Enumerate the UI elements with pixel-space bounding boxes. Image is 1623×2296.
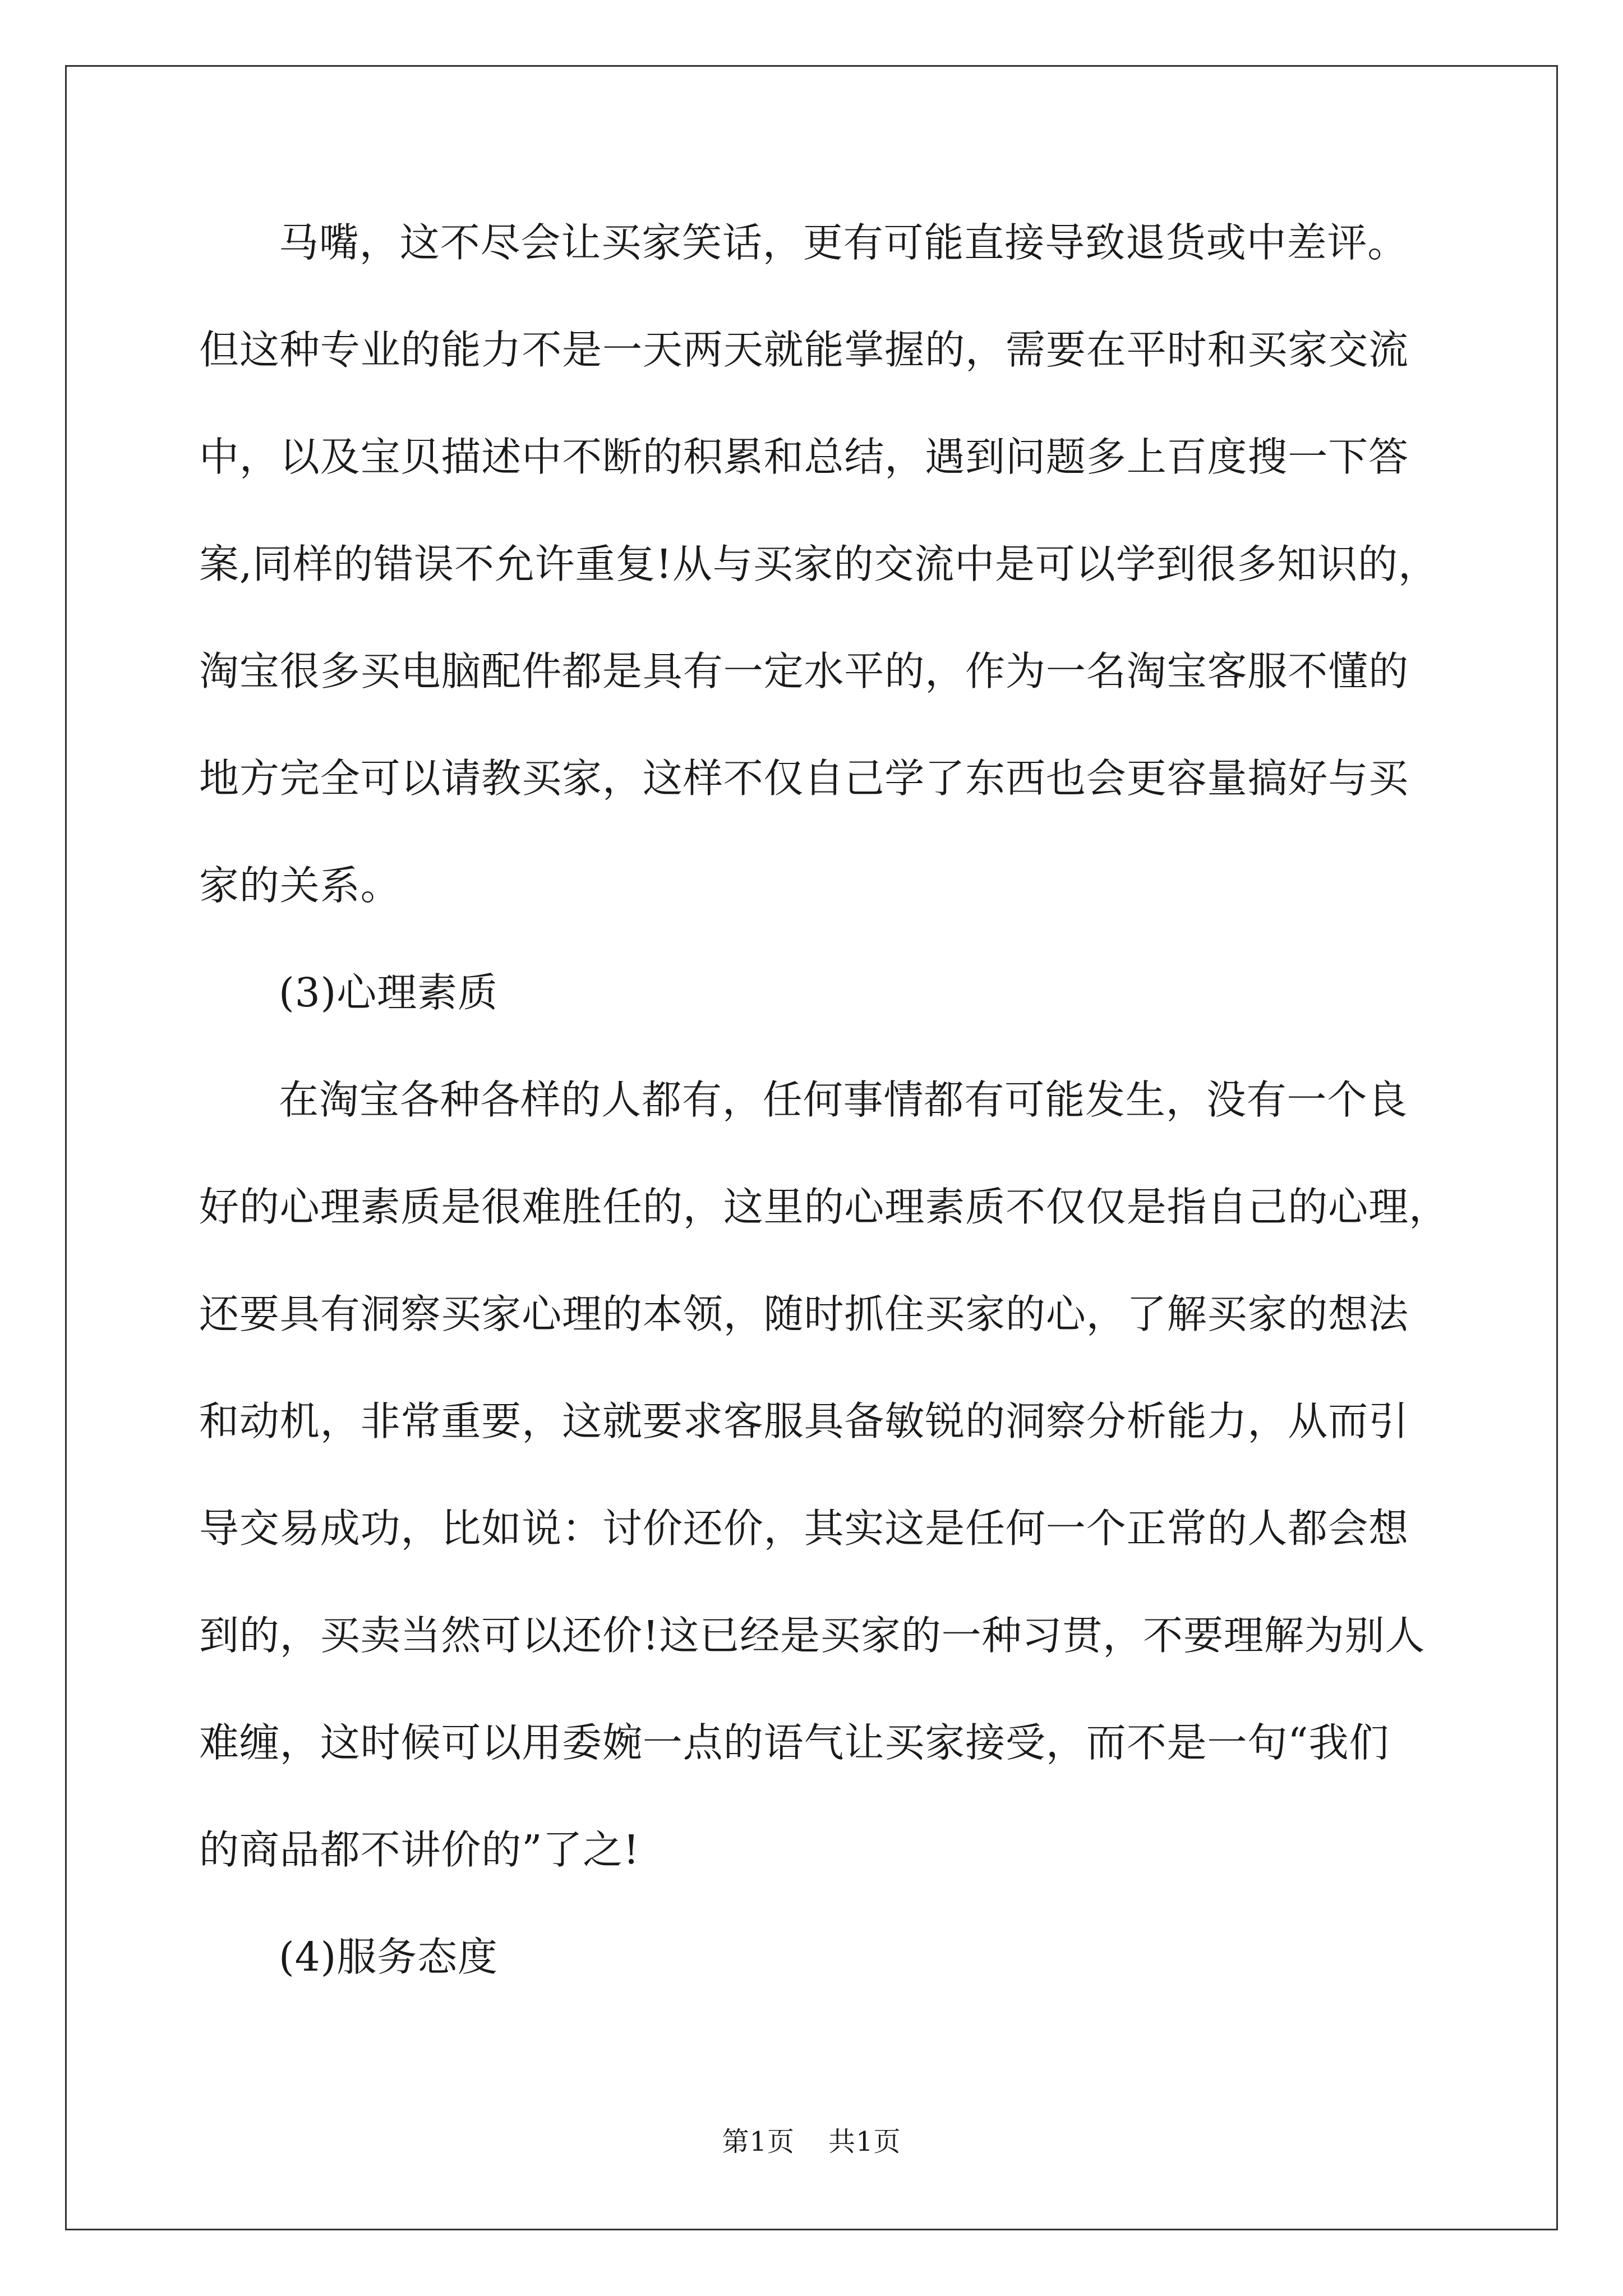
section-heading: (3)心理素质 [279, 969, 498, 1016]
text-line: 家的关系。 [199, 862, 401, 909]
section-heading: (4)服务态度 [279, 1934, 498, 1980]
text-line: 和动机，非常重要，这就要求客服具备敏锐的洞察分析能力，从而引 [199, 1398, 1409, 1444]
text-line: 案,同样的错误不允许重复!从与买家的交流中是可以学到很多知识的， [199, 541, 1438, 587]
text-line: 好的心理素质是很难胜任的，这里的心理素质不仅仅是指自己的心理， [199, 1184, 1449, 1230]
text-line: 到的，买卖当然可以还价!这已经是买家的一种习贯，不要理解为别人 [199, 1612, 1426, 1659]
text-line: 在淘宝各种各样的人都有，任何事情都有可能发生，没有一个良 [279, 1076, 1408, 1123]
text-line: 但这种专业的能力不是一天两天就能掌握的，需要在平时和买家交流 [199, 326, 1409, 373]
page-number-total: 共1页 [828, 2126, 901, 2157]
text-line: 中，以及宝贝描述中不断的积累和总结，遇到问题多上百度搜一下答 [199, 434, 1409, 480]
document-body [199, 214, 1455, 2035]
text-line: 还要具有洞察买家心理的本领，随时抓住买家的心，了解买家的想法 [199, 1291, 1409, 1337]
text-line: 的商品都不讲价的”了之! [199, 1826, 640, 1873]
text-line: 淘宝很多买电脑配件都是具有一定水平的，作为一名淘宝客服不懂的 [199, 648, 1409, 694]
text-line: 难缠，这时候可以用委婉一点的语气让买家接受，而不是一句“我们 [199, 1719, 1390, 1766]
page-number-current: 第1页 [722, 2126, 795, 2157]
text-line: 地方完全可以请教买家，这样不仅自己学了东西也会更容量搞好与买 [199, 755, 1409, 802]
page-footer [0, 2125, 1623, 2159]
text-line: 导交易成功，比如说：讨价还价，其实这是任何一个正常的人都会想 [199, 1505, 1409, 1552]
text-line: 马嘴，这不尽会让买家笑话，更有可能直接导致退货或中差评。 [279, 219, 1408, 266]
